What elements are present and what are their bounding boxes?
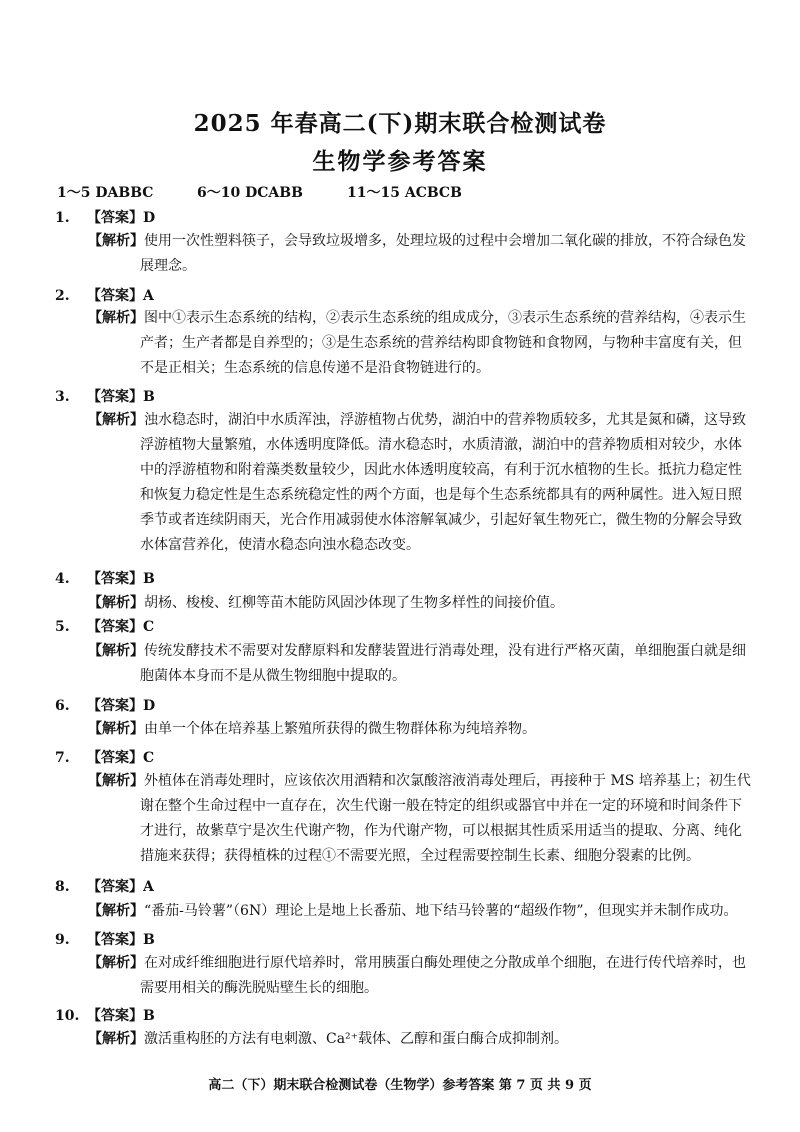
analysis-line: 由单一个体在培养基上繁殖所获得的微生物群体称为纯培养物。 [144, 721, 536, 737]
question-analysis [88, 717, 788, 742]
question-number: 10. [55, 1008, 80, 1024]
analysis-line: “番茄-马铃薯”（6N）理论上是地上长番茄、地下结马铃薯的“超级作物”，但现实并未制作成功。 [144, 903, 738, 919]
analysis-line: 和恢复力稳定性是生态系统稳定性的两个方面，也是每个生态系统都具有的两种属性。进入短日照 [140, 487, 742, 503]
question-number: 5. [55, 619, 70, 635]
analysis-line: 展理念。 [140, 258, 196, 274]
question-answer: 【答案】D [87, 210, 156, 226]
question-answer: 【答案】C [87, 750, 155, 766]
analysis-tag: 【解析】 [88, 643, 144, 659]
analysis-line: 在对成纤维细胞进行原代培养时，常用胰蛋白酶处理使之分散成单个细胞，在进行传代培养时，也 [144, 955, 746, 971]
question-answer: 【答案】B [87, 571, 155, 587]
question-header [55, 568, 155, 588]
question-header [55, 1005, 155, 1025]
analysis-line: 使用一次性塑料筷子，会导致垃圾增多，处理垃圾的过程中会增加二氧化碳的排放，不符合绿色发 [144, 233, 746, 249]
question-number: 6. [55, 698, 70, 714]
answer-key-group-3: 11～15 ACBCB [347, 185, 462, 201]
answer-key-row [57, 182, 462, 202]
analysis-tag: 【解析】 [88, 310, 144, 326]
analysis-line: 需要用相关的酶洗脱贴壁生长的细胞。 [140, 980, 378, 996]
question-analysis [88, 639, 788, 689]
question-analysis [88, 769, 788, 869]
question-number: 4. [55, 571, 70, 587]
question-header [55, 616, 154, 636]
question-answer: 【答案】B [87, 1008, 155, 1024]
analysis-tag: 【解析】 [88, 955, 144, 971]
question-analysis [88, 229, 788, 279]
question-header [55, 747, 154, 767]
analysis-line: 浊水稳态时，湖泊中水质浑浊，浮游植物占优势，湖泊中的营养物质较多，尤其是氮和磷，这导致 [144, 412, 746, 428]
question-answer: 【答案】A [87, 288, 154, 304]
question-header [55, 929, 155, 949]
analysis-tag: 【解析】 [88, 721, 144, 737]
analysis-line: 浮游植物大量繁殖，水体透明度降低。清水稳态时，水质清澈，湖泊中的营养物质相对较少，水体 [140, 437, 742, 453]
answer-key-group-1: 1～5 DABBC [57, 185, 154, 201]
analysis-line: 季节或者连续阴雨天，光合作用减弱使水体溶解氧减少，引起好氧生物死亡，微生物的分解会导致 [140, 512, 742, 528]
question-header [55, 695, 155, 715]
analysis-tag: 【解析】 [88, 773, 144, 789]
analysis-line: 图中①表示生态系统的结构，②表示生态系统的组成成分，③表示生态系统的营养结构，④表示生 [144, 310, 746, 326]
analysis-line: 胡杨、梭梭、红柳等苗木能防风固沙体现了生物多样性的间接价值。 [144, 595, 564, 611]
question-number: 1. [55, 210, 70, 226]
question-answer: 【答案】B [87, 932, 155, 948]
analysis-line: 传统发酵技术不需要对发酵原料和发酵装置进行消毒处理，没有进行严格灭菌，单细胞蛋白就是细 [144, 643, 746, 659]
analysis-tag: 【解析】 [88, 412, 144, 428]
question-answer: 【答案】D [87, 698, 156, 714]
question-number: 3. [55, 389, 70, 405]
analysis-line: 激活重构胚的方法有电刺激、Ca²⁺载体、乙醇和蛋白酶合成抑制剂。 [144, 1031, 569, 1047]
analysis-tag: 【解析】 [88, 903, 144, 919]
question-header [55, 285, 154, 305]
analysis-tag: 【解析】 [88, 595, 144, 611]
analysis-line: 中的浮游植物和附着藻类数量较少，因此水体透明度较高，有利于沉水植物的生长。抵抗力稳定性 [140, 462, 742, 478]
question-analysis [88, 306, 788, 381]
analysis-line: 产者；生产者都是自养型的；③是生态系统的营养结构即食物链和食物网，与物种丰富度有关，但 [140, 335, 742, 351]
page-subtitle: 生物学参考答案 [312, 148, 488, 175]
question-header [55, 876, 154, 896]
question-analysis [88, 591, 788, 616]
page-footer: 高二（下）期末联合检测试卷（生物学）参考答案 第 7 页 共 9 页 [208, 1078, 592, 1093]
analysis-line: 外植体在消毒处理时，应该依次用酒精和次氯酸溶液消毒处理后，再接种于 MS 培养基上；初生代 [144, 773, 751, 789]
analysis-line: 不是正相关；生态系统的信息传递不是沿食物链进行的。 [140, 360, 490, 376]
question-header [55, 386, 155, 406]
question-number: 9. [55, 932, 70, 948]
question-answer: 【答案】C [87, 619, 155, 635]
analysis-line: 胞菌体本身而不是从微生物细胞中提取的。 [140, 668, 406, 684]
question-analysis [88, 1027, 788, 1052]
question-header [55, 207, 155, 227]
analysis-line: 水体富营养化，使清水稳态向浊水稳态改变。 [140, 537, 420, 553]
question-analysis [88, 899, 788, 924]
analysis-tag: 【解析】 [88, 233, 144, 249]
question-number: 7. [55, 750, 70, 766]
question-answer: 【答案】B [87, 389, 155, 405]
page-title: 2025 年春高二(下)期末联合检测试卷 [193, 110, 607, 137]
analysis-tag: 【解析】 [88, 1031, 144, 1047]
analysis-line: 措施来获得；获得植株的过程①不需要光照，全过程需要控制生长素、细胞分裂素的比例。 [140, 848, 700, 864]
answer-key-group-2: 6～10 DCABB [197, 185, 303, 201]
analysis-line: 谢在整个生命过程中一直存在，次生代谢一般在特定的组织或器官中并在一定的环境和时间条件下 [140, 798, 742, 814]
question-analysis [88, 951, 788, 1001]
analysis-line: 才进行，故紫草宁是次生代谢产物，作为代谢产物，可以根据其性质采用适当的提取、分离、纯化 [140, 823, 742, 839]
question-number: 2. [55, 288, 70, 304]
question-answer: 【答案】A [87, 879, 154, 895]
question-number: 8. [55, 879, 70, 895]
question-analysis [88, 408, 788, 558]
